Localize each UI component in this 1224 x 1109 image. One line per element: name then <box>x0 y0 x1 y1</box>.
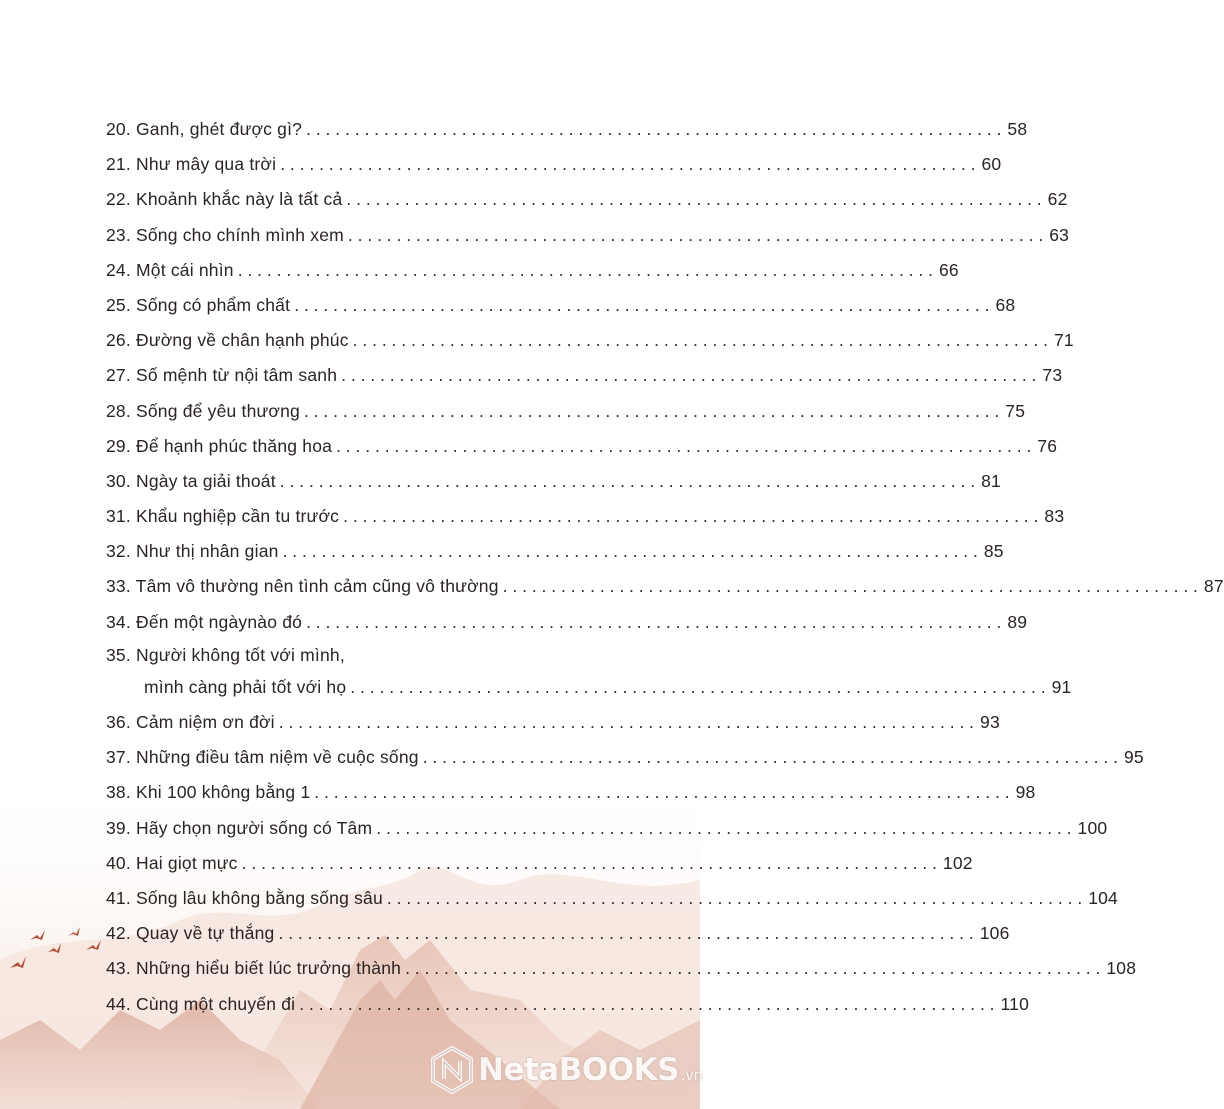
toc-entry-page: 81 <box>981 470 1001 491</box>
toc-entry-page: 104 <box>1088 887 1118 908</box>
toc-entry-title: 41. Sống lâu không bằng sống sâu <box>106 887 383 908</box>
toc-entry-title: 30. Ngày ta giải thoát <box>106 470 276 491</box>
toc-entry[interactable] <box>106 288 1016 323</box>
toc-entry[interactable] <box>106 112 1028 147</box>
dot-leader <box>279 705 974 740</box>
toc-entry-title: 38. Khi 100 không bằng 1 <box>106 782 311 803</box>
toc-entry[interactable] <box>106 640 1072 705</box>
dot-leader <box>353 323 1048 358</box>
toc-entry-page: 76 <box>1037 435 1058 456</box>
toc-entry-title: 40. Hai giọt mực <box>106 852 238 873</box>
toc-entry[interactable] <box>106 987 1030 1022</box>
dot-leader <box>280 147 975 182</box>
toc-entry[interactable] <box>106 218 1070 253</box>
toc-entry-title: 24. Một cái nhìn <box>106 259 234 280</box>
dot-leader <box>503 569 1198 604</box>
toc-entry-title: 22. Khoảnh khắc này là tất cả <box>106 189 343 210</box>
toc-entry-title: 39. Hãy chọn người sống có Tâm <box>106 817 373 838</box>
toc-entry-page: 62 <box>1047 189 1068 210</box>
toc-entry-page: 83 <box>1044 506 1065 527</box>
dot-leader <box>336 429 1031 464</box>
netabooks-brand-text: NetaBOOKS .vn <box>478 1052 703 1088</box>
toc-entry-page: 58 <box>1007 119 1028 139</box>
toc-entry-title: 25. Sống có phẩm chất <box>106 294 291 315</box>
dot-leader <box>387 881 1082 916</box>
toc-entry-title: 34. Đến một ngàynào đó <box>106 611 303 632</box>
dot-leader <box>304 394 999 429</box>
toc-entry[interactable] <box>106 358 1063 393</box>
dot-leader <box>376 811 1071 846</box>
toc-entry-title-line2: mình càng phải tốt với họ <box>144 676 347 697</box>
toc-entry-page: 102 <box>942 852 973 873</box>
dot-leader <box>346 182 1041 217</box>
toc-entry-page: 71 <box>1053 330 1074 351</box>
dot-leader <box>283 534 978 569</box>
toc-entry-page: 75 <box>1005 400 1026 421</box>
toc-entry-title: 26. Đường về chân hạnh phúc <box>106 330 349 351</box>
dot-leader <box>294 288 989 323</box>
dot-leader <box>280 464 975 499</box>
toc-entry-page: 73 <box>1042 365 1063 386</box>
toc-entry-page: 68 <box>995 294 1016 315</box>
dot-leader <box>299 987 994 1022</box>
toc-entry[interactable] <box>106 846 973 881</box>
toc-entry[interactable] <box>106 534 1004 569</box>
toc-entry[interactable] <box>106 811 1108 846</box>
toc-entry[interactable] <box>106 147 1002 182</box>
toc-entry-page: 95 <box>1123 747 1144 768</box>
toc-entry-page: 110 <box>1000 993 1030 1014</box>
toc-entry[interactable] <box>106 499 1065 534</box>
toc-entry[interactable] <box>106 775 1036 810</box>
toc-entry-title: 29. Để hạnh phúc thăng hoa <box>106 435 333 456</box>
dot-leader <box>423 740 1118 775</box>
table-of-contents <box>106 112 1224 1022</box>
dot-leader <box>348 218 1043 253</box>
toc-entry-title: 23. Sống cho chính mình xem <box>106 224 344 245</box>
toc-entry[interactable] <box>106 323 1074 358</box>
toc-entry-title: 37. Những điều tâm niệm về cuộc sống <box>106 747 419 768</box>
dot-leader <box>405 951 1100 986</box>
toc-entry-page: 100 <box>1077 817 1108 838</box>
toc-entry[interactable] <box>106 605 1028 640</box>
toc-entry-title: 21. Như mây qua trời <box>106 154 277 175</box>
toc-entry[interactable] <box>106 916 1010 951</box>
toc-entry[interactable] <box>106 569 1224 604</box>
toc-entry[interactable] <box>106 464 1001 499</box>
dot-leader <box>242 846 937 881</box>
dot-leader <box>343 499 1038 534</box>
toc-entry-page: 89 <box>1007 611 1028 632</box>
toc-entry-page: 91 <box>1051 676 1072 697</box>
toc-entry-page: 108 <box>1106 958 1137 979</box>
toc-entry-page: 85 <box>983 541 1004 562</box>
toc-entry-page: 98 <box>1015 782 1036 803</box>
dot-leader <box>341 358 1036 393</box>
toc-entry-title: 31. Khẩu nghiệp cần tu trước <box>106 506 340 527</box>
toc-entry-title: 35. Người không tốt với mình, <box>106 644 345 665</box>
dot-leader <box>306 605 1001 640</box>
toc-entry-page: 60 <box>981 154 1002 175</box>
toc-entry-title: 32. Như thị nhân gian <box>106 541 279 562</box>
toc-entry-title: 28. Sống để yêu thương <box>106 400 300 421</box>
toc-entry[interactable] <box>106 951 1137 986</box>
toc-entry-page: 93 <box>980 712 1000 732</box>
toc-entry[interactable] <box>106 182 1068 217</box>
toc-entry[interactable] <box>106 881 1118 916</box>
dot-leader <box>350 670 1045 705</box>
toc-entry-page: 66 <box>939 259 959 280</box>
dot-leader <box>278 916 973 951</box>
dot-leader <box>314 775 1009 810</box>
toc-entry[interactable] <box>106 740 1144 775</box>
toc-entry-title: 36. Cảm niệm ơn đời <box>106 712 275 732</box>
dot-leader <box>238 253 933 288</box>
toc-entry-title: 42. Quay về tự thắng <box>106 923 275 944</box>
toc-entry-title: 20. Ganh, ghét được gì? <box>106 119 303 139</box>
toc-entry-title: 43. Những hiểu biết lúc trưởng thành <box>106 958 402 979</box>
toc-entry[interactable] <box>106 429 1058 464</box>
netabooks-logo-icon <box>430 1046 474 1094</box>
toc-entry-title: 27. Số mệnh từ nội tâm sanh <box>106 365 338 386</box>
toc-entry-title: 44. Cùng một chuyến đi <box>106 993 296 1014</box>
dot-leader <box>306 112 1001 147</box>
toc-entry-page: 63 <box>1049 224 1070 245</box>
netabooks-watermark <box>430 1046 703 1094</box>
toc-entry[interactable] <box>106 705 1000 740</box>
toc-entry-page: 106 <box>979 923 1010 944</box>
toc-entry-page: 87 <box>1203 576 1224 597</box>
toc-entry[interactable] <box>106 253 959 288</box>
toc-entry-title: 33. Tâm vô thường nên tình cảm cũng vô thường <box>106 576 499 597</box>
toc-entry[interactable] <box>106 394 1026 429</box>
